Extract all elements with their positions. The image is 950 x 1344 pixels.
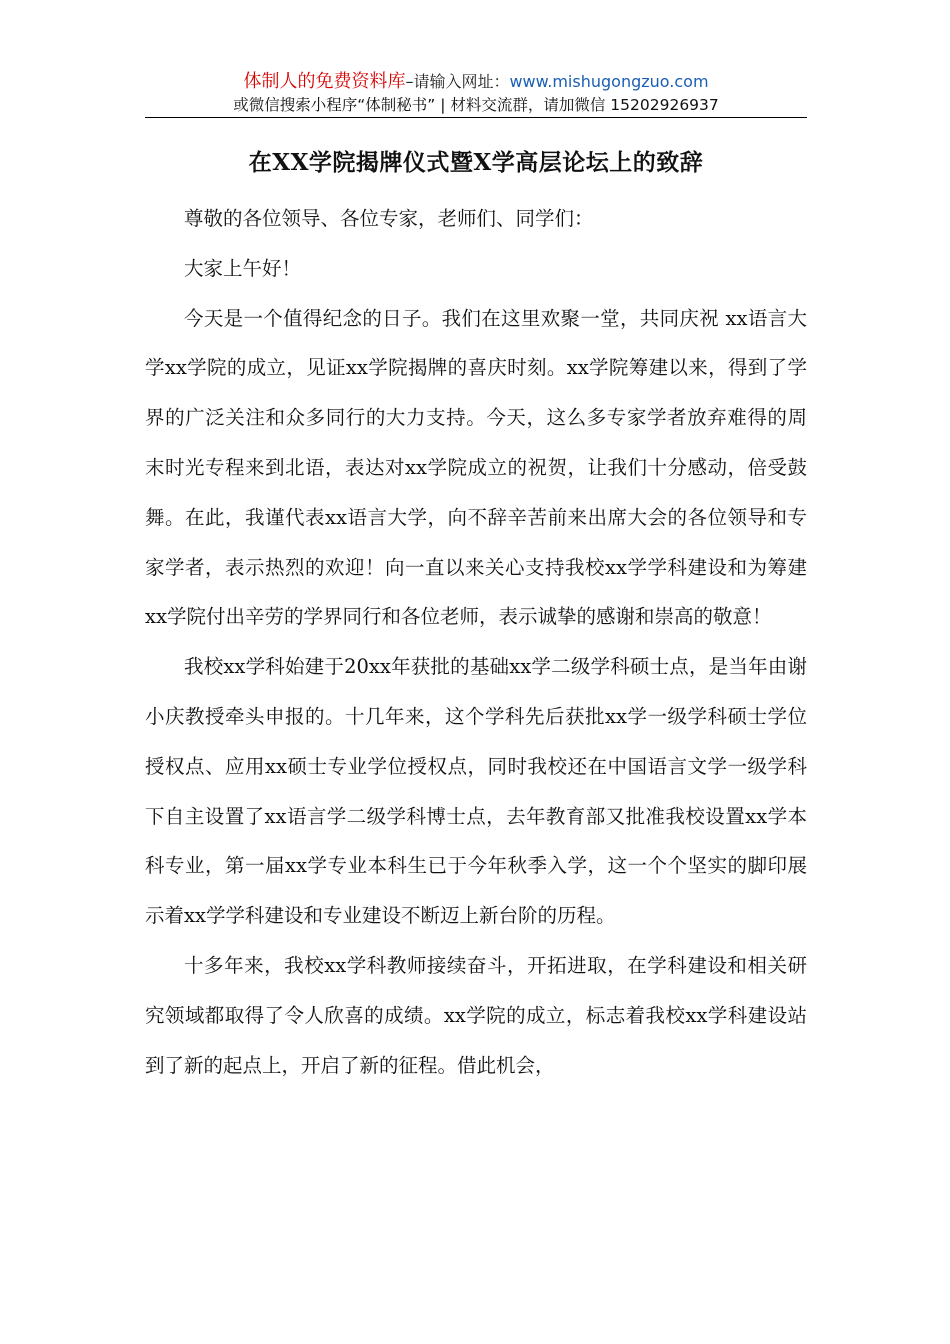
document-body — [145, 194, 807, 1090]
page-header — [145, 70, 807, 116]
greeting: 大家上午好！ — [184, 256, 302, 280]
document-title: 在XX学院揭牌仪式暨X学高层论坛上的致辞 — [248, 149, 704, 176]
header-brand: 体制人的免费资料库 — [243, 71, 406, 92]
paragraph-history: 我校xx学科始建于20xx年获批的基础xx学二级学科硕士点，是当年由谢小庆教授牵头申报的。十几年来，这个学科先后获批xx学一级学科硕士学位授权点、应用xx硕士专业学位授权点，同时我校还在中国语言文学一级学科下自主设置了xx语言学二级学科博士点，去年教育部又批准我校设置xx学本科专业，第一届xx学专业本科生已于今年秋季入学，这一个个坚实的脚印展示着xx学学科建设和专业建设不断迈上新台阶的历程。 — [145, 655, 807, 928]
header-prompt: –请输入网址： — [405, 72, 510, 91]
header-banner — [145, 70, 807, 94]
header-site-link[interactable]: www.mishugongzuo.com — [509, 72, 709, 91]
salutation: 尊敬的各位领导、各位专家，老师们、同学们： — [184, 207, 594, 230]
header-contact: 或微信搜索小程序“体制秘书” | 材料交流群，请加微信 15202926937 — [233, 96, 719, 114]
paragraph-opening: 今天是一个值得纪念的日子。我们在这里欢聚一堂，共同庆祝 xx语言大学xx学院的成立，见证xx学院揭牌的喜庆时刻。xx学院筹建以来，得到了学界的广泛关注和众多同行的大力支持。今天，这么多专家学者放弃难得的周末时光专程来到北语，表达对xx学院成立的祝贺，让我们十分感动，倍受鼓舞。在此，我谨代表xx语言大学，向不辞辛苦前来出席大会的各位领导和专家学者，表示热烈的欢迎！向一直以来关心支持我校xx学学科建设和为筹建xx学院付出辛劳的学界同行和各位老师，表示诚挚的感谢和崇高的敬意！ — [145, 306, 807, 629]
paragraph-achievements: 十多年来，我校xx学科教师接续奋斗，开拓进取，在学科建设和相关研究领域都取得了令人欣喜的成绩。xx学院的成立，标志着我校xx学科建设站到了新的起点上，开启了新的征程。借此机会， — [145, 953, 807, 1077]
header-divider — [145, 117, 807, 118]
